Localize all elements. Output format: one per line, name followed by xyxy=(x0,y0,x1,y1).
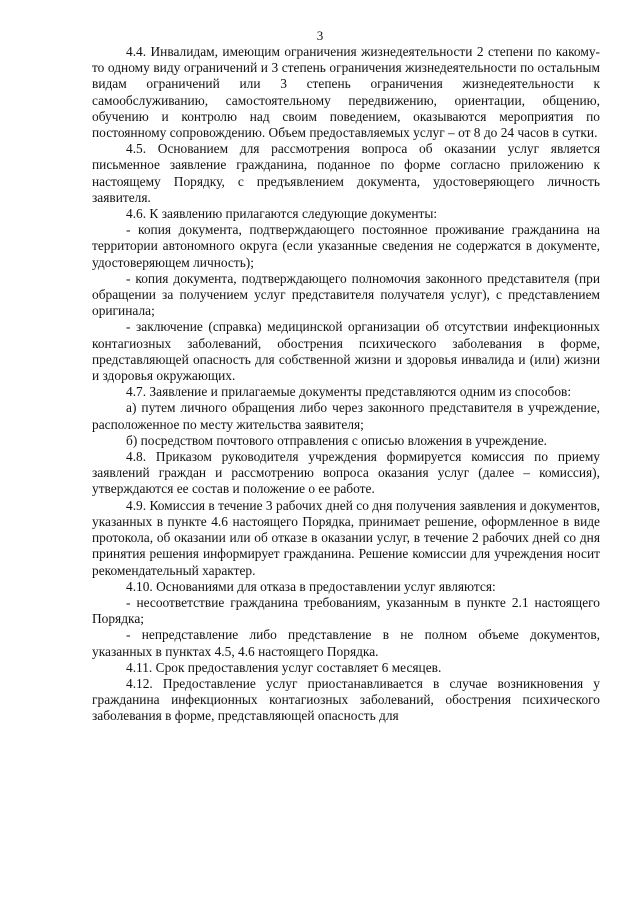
list-item-representative-document: - копия документа, подтверждающего полномочия законного представителя (при обращении за получением услуг представителя получателя услуг), с представлением оригинала; xyxy=(92,270,600,319)
paragraph-4-11: 4.11. Срок предоставления услуг составляет 6 месяцев. xyxy=(126,659,442,675)
paragraph-4-12: 4.12. Предоставление услуг приостанавливается в случае возникновения у гражданина инфекционных контагиозных заболеваний, обострения психического заболевания в форме, представляющей опасность для xyxy=(92,675,600,724)
paragraph-4-6: 4.6. К заявлению прилагаются следующие документы: xyxy=(126,206,438,222)
list-item-residence-document: - копия документа, подтверждающего постоянное проживание гражданина на территории автономного округа (если указанные сведения не содержатся в документе, удостоверяющем личность); xyxy=(92,222,600,270)
page-number: 3 xyxy=(316,28,324,43)
list-item-medical-certificate: - заключение (справка) медицинской организации об отсутствии инфекционных контагиозных заболеваний, обострения психического заболевания в форме, представляющей опасность для собственной жизни и здоровья инвалида и (или) жизни и здоровья окружающих. xyxy=(92,319,600,384)
list-item-personal-visit: а) путем личного обращения либо через законного представителя в учреждение, расположенное по месту жительства заявителя; xyxy=(92,400,600,432)
paragraph-4-7: 4.7. Заявление и прилагаемые документы представляются одним из способов: xyxy=(126,384,572,400)
paragraph-4-5: 4.5. Основанием для рассмотрения вопроса об оказании услуг является письменное заявление гражданина, поданное по форме согласно приложению к настоящему Порядку, с предъявлением документа, удостоверяющего личность заявителя. xyxy=(92,141,600,205)
list-item-postal: б) посредством почтового отправления с описью вложения в учреждение. xyxy=(126,432,547,448)
paragraph-4-9: 4.9. Комиссия в течение 3 рабочих дней со дня получения заявления и документов, указанных в пункте 4.6 настоящего Порядка, принимает решение, оформленное в виде протокола, об оказании или об отказе в оказании услуг, в течение 2 рабочих дней со дня принятия решения информирует гражданина. Решение комиссии для учреждения носит рекомендательный характер. xyxy=(92,497,600,578)
paragraph-4-10: 4.10. Основаниями для отказа в предоставлении услуг являются: xyxy=(126,578,496,594)
list-item-incomplete-documents: - непредставление либо представление в не полном объеме документов, указанных в пунктах 4.5, 4.6 настоящего Порядка. xyxy=(92,627,600,659)
document-body xyxy=(92,44,600,725)
list-item-noncompliance: - несоответствие гражданина требованиям, указанным в пункте 2.1 настоящего Порядка; xyxy=(92,594,600,627)
paragraph-4-8: 4.8. Приказом руководителя учреждения формируется комиссия по приему заявлений граждан и рассмотрению вопроса оказания услуг (далее – комиссия), утверждаются ее состав и положение о ее работе. xyxy=(92,449,600,497)
paragraph-4-4: 4.4. Инвалидам, имеющим ограничения жизнедеятельности 2 степени по какому-то одному виду ограничений и 3 степень ограничения жизнедеятельности по остальным видам ограничений или 3 степень ограничения жизнедеятельности к самообслуживанию, самостоятельному передвижению, ориентации, общению, обучению и контролю над своим поведением, оказываются мероприятия по постоянному сопровождению. Объем предоставляемых услуг – от 8 до 24 часов в сутки. xyxy=(92,44,600,141)
